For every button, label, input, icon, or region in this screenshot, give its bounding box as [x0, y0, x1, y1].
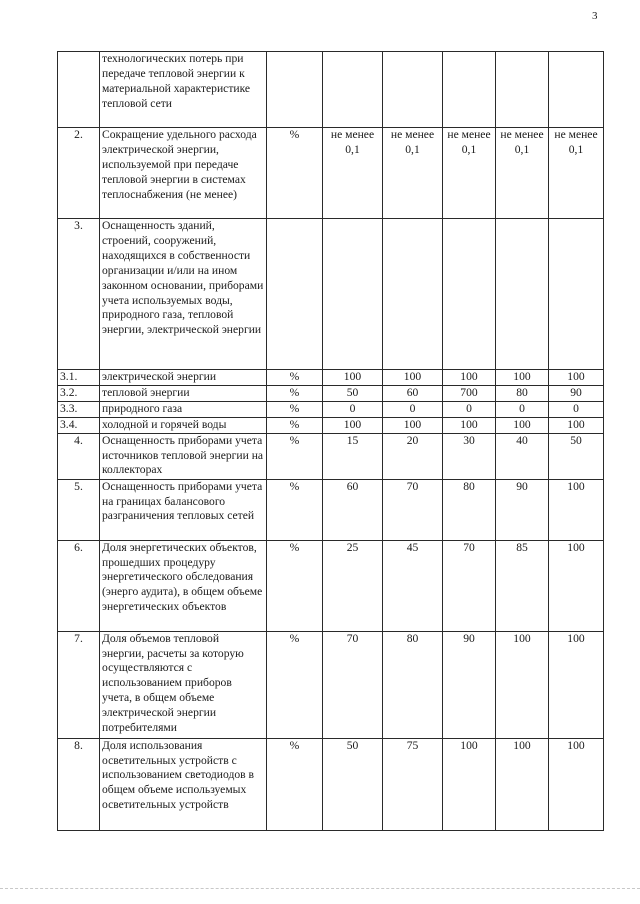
value-cell: 45 — [383, 540, 443, 631]
unit-cell: % — [267, 370, 323, 386]
value-cell: не менее 0,1 — [496, 128, 549, 219]
indicators-table — [57, 51, 604, 831]
unit-cell: % — [267, 433, 323, 479]
value-cell: 30 — [443, 433, 496, 479]
value-cell: 50 — [549, 433, 604, 479]
value-cell: 40 — [496, 433, 549, 479]
value-cell: 0 — [383, 401, 443, 417]
indicator-name-cell: Сокращение удельного расхода электрической энергии, используемой при передаче тепловой энергии в системах теплоснабжения (не менее) — [100, 128, 267, 219]
value-cell — [383, 219, 443, 370]
indicator-name-cell: природного газа — [100, 401, 267, 417]
value-cell: 100 — [496, 631, 549, 738]
row-number-cell: 3.1. — [58, 370, 100, 386]
row-number-cell: 8. — [58, 738, 100, 830]
value-cell: не менее 0,1 — [383, 128, 443, 219]
value-cell: 100 — [549, 738, 604, 830]
indicator-name-cell: Оснащенность приборами учета на границах балансового разграничения тепловых сетей — [100, 479, 267, 540]
value-cell — [549, 52, 604, 128]
value-cell: 60 — [323, 479, 383, 540]
unit-cell: % — [267, 128, 323, 219]
value-cell: 100 — [549, 479, 604, 540]
page-bottom-divider — [0, 888, 640, 889]
value-cell: 100 — [496, 370, 549, 386]
value-cell: 70 — [323, 631, 383, 738]
indicator-name-cell: Оснащенность зданий, строений, сооружений, находящихся в собственности организации и/или на ином законном основании, приборами учета используемых воды, природного газа, тепловой энергии, электрической энергии — [100, 219, 267, 370]
table-row — [58, 370, 604, 386]
value-cell: не менее 0,1 — [549, 128, 604, 219]
value-cell: 80 — [443, 479, 496, 540]
value-cell: 0 — [549, 401, 604, 417]
value-cell: 700 — [443, 385, 496, 401]
value-cell: не менее 0,1 — [323, 128, 383, 219]
row-number-cell: 3.3. — [58, 401, 100, 417]
table-row — [58, 631, 604, 738]
unit-cell: % — [267, 738, 323, 830]
unit-cell: % — [267, 417, 323, 433]
unit-cell: % — [267, 401, 323, 417]
value-cell — [323, 219, 383, 370]
value-cell: 100 — [549, 370, 604, 386]
table-row — [58, 540, 604, 631]
value-cell: 50 — [323, 385, 383, 401]
value-cell — [496, 52, 549, 128]
value-cell: 85 — [496, 540, 549, 631]
value-cell: 25 — [323, 540, 383, 631]
unit-cell — [267, 219, 323, 370]
unit-cell — [267, 52, 323, 128]
table-row — [58, 738, 604, 830]
value-cell: 100 — [549, 540, 604, 631]
indicator-name-cell: технологических потерь при передаче тепловой энергии к материальной характеристике тепловой сети — [100, 52, 267, 128]
value-cell — [443, 52, 496, 128]
row-number-cell: 3.4. — [58, 417, 100, 433]
indicator-name-cell: Оснащенность приборами учета источников тепловой энергии на коллекторах — [100, 433, 267, 479]
value-cell: 15 — [323, 433, 383, 479]
table-row — [58, 433, 604, 479]
value-cell — [443, 219, 496, 370]
value-cell: 100 — [549, 631, 604, 738]
value-cell — [323, 52, 383, 128]
value-cell: 100 — [443, 417, 496, 433]
unit-cell: % — [267, 540, 323, 631]
table-row — [58, 128, 604, 219]
value-cell: 70 — [443, 540, 496, 631]
table-row — [58, 401, 604, 417]
value-cell: 100 — [383, 370, 443, 386]
value-cell: 0 — [323, 401, 383, 417]
value-cell: 100 — [549, 417, 604, 433]
indicator-name-cell: холодной и горячей воды — [100, 417, 267, 433]
value-cell — [549, 219, 604, 370]
value-cell: 100 — [383, 417, 443, 433]
value-cell: 70 — [383, 479, 443, 540]
indicator-name-cell: Доля использования осветительных устройств с использованием светодиодов в общем объеме используемых осветительных устройств — [100, 738, 267, 830]
value-cell: 100 — [323, 417, 383, 433]
row-number-cell: 3.2. — [58, 385, 100, 401]
value-cell: 100 — [443, 738, 496, 830]
value-cell: 100 — [443, 370, 496, 386]
row-number-cell: 2. — [58, 128, 100, 219]
value-cell: 100 — [496, 738, 549, 830]
value-cell: не менее 0,1 — [443, 128, 496, 219]
value-cell: 90 — [496, 479, 549, 540]
row-number-cell: 3. — [58, 219, 100, 370]
table-row — [58, 385, 604, 401]
row-number-cell: 6. — [58, 540, 100, 631]
value-cell: 0 — [496, 401, 549, 417]
row-number-cell: 4. — [58, 433, 100, 479]
page-number: 3 — [592, 10, 598, 22]
value-cell — [496, 219, 549, 370]
unit-cell: % — [267, 479, 323, 540]
row-number-cell — [58, 52, 100, 128]
indicator-name-cell: Доля энергетических объектов, прошедших процедуру энергетического обследования (энерго аудита), в общем объеме энергетических объектов — [100, 540, 267, 631]
value-cell: 20 — [383, 433, 443, 479]
value-cell: 90 — [443, 631, 496, 738]
indicator-name-cell: Доля объемов тепловой энергии, расчеты за которую осуществляются с использованием приборов учета, в общем объеме электрической энергии потребителями — [100, 631, 267, 738]
value-cell: 90 — [549, 385, 604, 401]
value-cell: 100 — [323, 370, 383, 386]
indicator-name-cell: электрической энергии — [100, 370, 267, 386]
table-row — [58, 219, 604, 370]
value-cell: 100 — [496, 417, 549, 433]
table-row — [58, 52, 604, 128]
value-cell: 0 — [443, 401, 496, 417]
row-number-cell: 5. — [58, 479, 100, 540]
value-cell — [383, 52, 443, 128]
value-cell: 50 — [323, 738, 383, 830]
value-cell: 80 — [496, 385, 549, 401]
indicator-name-cell: тепловой энергии — [100, 385, 267, 401]
unit-cell: % — [267, 385, 323, 401]
row-number-cell: 7. — [58, 631, 100, 738]
unit-cell: % — [267, 631, 323, 738]
value-cell: 60 — [383, 385, 443, 401]
value-cell: 80 — [383, 631, 443, 738]
value-cell: 75 — [383, 738, 443, 830]
table-row — [58, 479, 604, 540]
table-row — [58, 417, 604, 433]
